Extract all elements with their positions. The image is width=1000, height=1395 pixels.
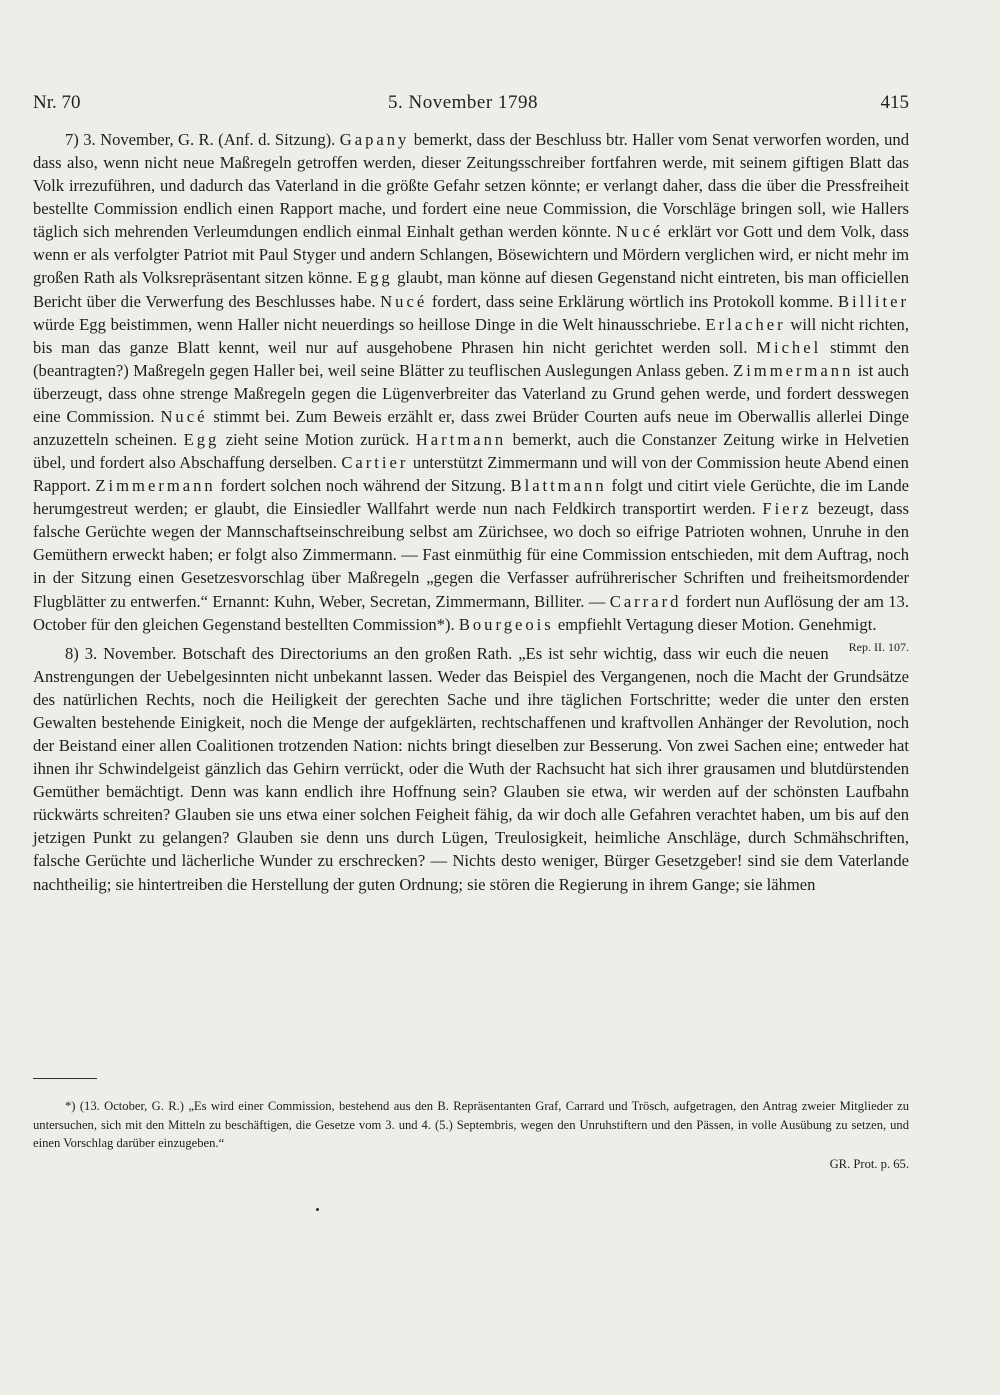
section-7-text: glaubt, man könne auf diesen Gegenstand nicht eintreten, bis man officiellen Bericht über die Verwerfung des Beschlusses habe. bbox=[33, 268, 909, 311]
section-7-text: bemerkt, auch die Constanzer Zeitung wirke in Helvetien übel, und fordert also Abschaffung derselben. bbox=[33, 430, 909, 473]
section-7-text: erklärt vor Gott und dem Volk, dass wenn er als verfolgter Patriot mit Paul Styger und andern Schlangen, Bösewichtern und Mördern verglichen wird, er nicht mehr im großen Rath als Volksrepräsentant sitzen könne. bbox=[33, 222, 909, 288]
speaker-name: Hartmann bbox=[415, 430, 507, 450]
document-number: Nr. 70 bbox=[33, 92, 81, 113]
speaker-name: Blattmann bbox=[510, 476, 607, 496]
section-8-text: 8) 3. November. Botschaft des Directoriums an den großen Rath. „Es ist sehr wichtig, dass wir euch die neuen Anstrengungen der Uebelgesinnten nicht unbekannt lassen. Weder das Beispiel des Vergangenen, noch die Macht der Grundsätze des natürlichen Rechts, noch die Heiligkeit der gerechten Sache und ihre täglichen Fortschritte; weder die unter den ersten Gewalten bestehende Einigkeit, noch die Menge der aufgeklärten, rechtschaffenen und kraftvollen Anhänger der Revolution, noch der Beistand einer allen Coalitionen trotzenden Nation: nichts bringt dieselben zur Besserung. Von zwei Sachen eine; entweder hat ihnen ihr Schwindelgeist gänzlich das Gehirn verrückt, oder die Wuth der Rachsucht hat sich ihrer grausamen und blutdürstenden Gemüther bemächtigt. Denn was kann endlich ihre Hoffnung sein? Glauben sie etwa, wir werden auf der schönsten Laufbahn rückwärts schreiten? Glauben sie uns etwa einer solchen Feigheit fähig, da wir doch alle Gefahren verachtet haben, um bis auf den jetzigen Punkt zu gelangen? Glauben sie denn uns durch Lügen, Treulosigkeit, heimliche Anschläge, durch Schmähschriften, falsche Gerüchte und lächerliche Wunder zu erschrecken? — Nichts desto weniger, Bürger Gesetzgeber! sind sie dem Vaterlande nachtheilig; sie hintertreiben die Herstellung der guten Ordnung; sie stören die Regierung in ihrem Gange; sie lähmen bbox=[33, 643, 909, 894]
section-7-text: ist auch überzeugt, dass ohne strenge Maßregeln gegen die Lügenverbreiter das Vaterland zu Grund gehen werde, und fordert desswegen eine Commission. bbox=[33, 360, 909, 426]
speaker-name: Carrard bbox=[609, 591, 682, 611]
section-7-text: stimmt bei. Zum Beweis erzählt er, dass zwei Brüder Courten aufs neue im Oberwallis allerlei Dinge anzuzetteln scheinen. bbox=[33, 406, 910, 450]
page-number: 415 bbox=[880, 92, 909, 113]
main-text bbox=[33, 128, 909, 896]
section-7-text: bemerkt, dass der Beschluss btr. Haller vom Senat verworfen worden, und dass also, wenn nicht neue Maßregeln getroffen werden, dieser Zeitungsschreiber fortfahren werde, mit seinem giftigen Blatt das Volk irrezuführen, und dadurch das Vaterland in die größte Gefahr setzen könnte; er verlangt daher, dass die über die Pressfreiheit bestellte Commission endlich einen Rapport mache, und fordert eine neue Commission, die Vorschläge bringen soll, wie Hallers täglich sich mehrenden Verleumdungen endlich einmal Einhalt gethan werden könnte. bbox=[33, 130, 909, 242]
speaker-name: Billiter bbox=[837, 291, 909, 311]
speaker-name: Gapany bbox=[339, 130, 410, 149]
print-speck bbox=[316, 1208, 319, 1211]
footnote-reference: GR. Prot. p. 65. bbox=[829, 1156, 909, 1171]
header-date: 5. November 1798 bbox=[388, 92, 538, 113]
section-7-text: empfiehlt Vertagung dieser Motion. Genehmigt. bbox=[553, 614, 877, 634]
section-7-text: fordert solchen noch während der Sitzung. bbox=[215, 476, 511, 496]
running-header bbox=[33, 92, 909, 122]
section-7-text: folgt und citirt viele Gerüchte, die im Lande herumgestreut werden; er glaubt, die Einsiedler Wallfahrt werde nun nach Feldkirch transportirt werden. bbox=[33, 476, 909, 519]
speaker-name: Zimmermann bbox=[95, 476, 216, 496]
speaker-name: Michel bbox=[756, 337, 822, 357]
footnote-text: *) (13. October, G. R.) „Es wird einer Commission, bestehend aus den B. Repräsentanten Graf, Carrard und Trösch, aufgetragen, den Antrag zweier Mitglieder zu untersuchen, sich mit den Mitteln zu beschäftigen, die Gesetze vom 3. und 4. (5.) Septembris, wegen den Unruhstiftern und den Pässen, in volle Ausübung zu setzen, und einen Vorschlag darüber einzugeben.“ bbox=[33, 1099, 909, 1150]
speaker-name: Fierz bbox=[762, 499, 812, 519]
section-8 bbox=[33, 642, 909, 896]
speaker-name: Bourgeois bbox=[458, 614, 554, 634]
speaker-name: Egg bbox=[356, 268, 393, 288]
section-7-text: zieht seine Motion zurück. bbox=[219, 430, 416, 450]
footnote bbox=[33, 1097, 909, 1173]
section-7-text: fordert nun Auflösung der am 13. October für den gleichen Gegenstand bestellten Commission*). bbox=[33, 591, 909, 634]
section-7-text: unterstützt Zimmermann und will von der Commission heute Abend einen Rapport. bbox=[33, 453, 909, 496]
section-7-text: würde Egg beistimmen, wenn Haller nicht neuerdings so heillose Dinge in die Welt hinausschriebe. bbox=[33, 314, 706, 334]
speaker-name: Nucé bbox=[160, 406, 208, 426]
section-7-reference: Rep. II. 107. bbox=[848, 639, 909, 654]
section-7-text: bezeugt, dass falsche Gerüchte wegen der Mannschaftseinschreibung selbst am Zürichsee, wo doch so eifrige Patrioten wohnen, Unruhe in den Gemüthern erweckt haben; er folgt also Zimmermann. — Fast einmüthig für eine Commission entschieden, mit dem Auftrag, noch in der Sitzung einen Gesetzesvorschlag über Maßregeln „gegen die Verfasser aufrührerischer Schriften und freiheitsmordender Flugblätter zu entwerfen.“ Ernannt: Kuhn, Weber, Secretan, Zimmermann, Billiter. — bbox=[33, 499, 909, 611]
speaker-name: Cartier bbox=[341, 453, 409, 473]
speaker-name: Erlacher bbox=[705, 314, 786, 334]
section-7-lead: 7) 3. November, G. R. (Anf. d. Sitzung). bbox=[65, 130, 340, 149]
speaker-name: Egg bbox=[183, 430, 220, 450]
speaker-name: Zimmermann bbox=[733, 360, 854, 380]
speaker-name: Nucé bbox=[616, 222, 664, 242]
footnote-rule bbox=[33, 1078, 97, 1079]
section-7-text: fordert, dass seine Erklärung wörtlich ins Protokoll komme. bbox=[427, 291, 838, 311]
speaker-name: Nucé bbox=[380, 291, 428, 311]
section-7-text: will nicht richten, bis man das ganze Blatt kennt, weil nur auf ausgehobene Phrasen hin nicht gerichtet werden soll. bbox=[33, 314, 909, 357]
section-7-text: stimmt den (beantragten?) Maßregeln gegen Haller bei, weil seine Blätter zu teuflischen Auslegungen Anlass geben. bbox=[33, 337, 909, 380]
section-7 bbox=[33, 128, 910, 654]
